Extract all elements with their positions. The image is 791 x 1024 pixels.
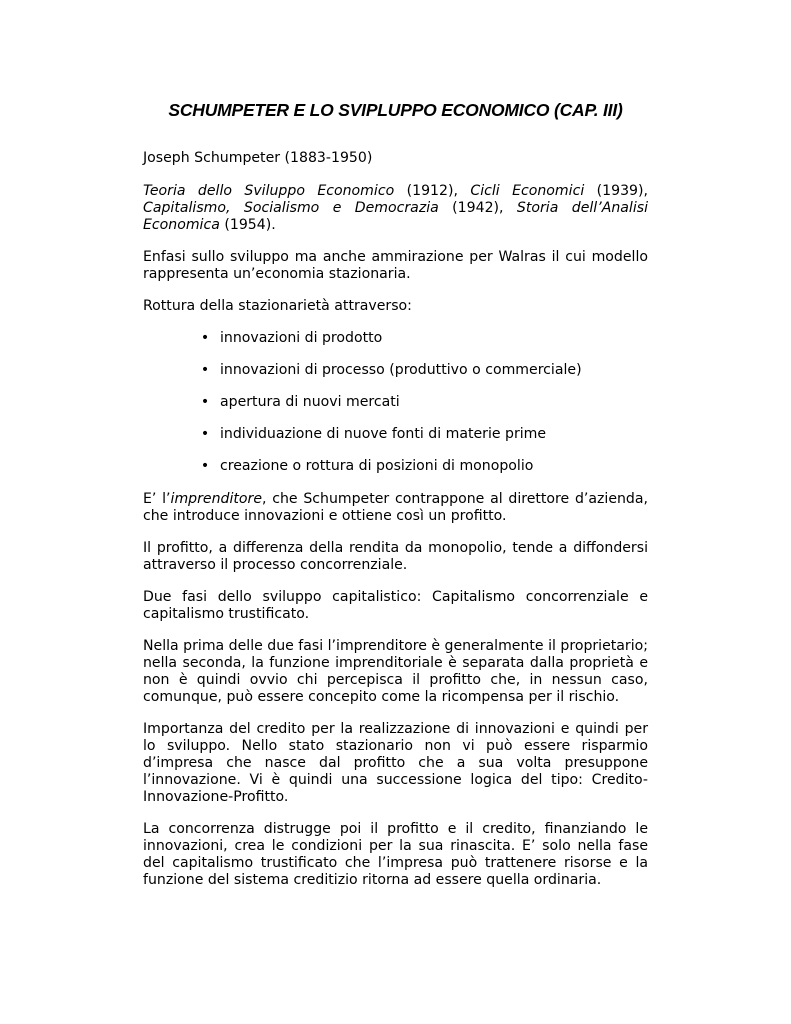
list-item: [143, 362, 648, 379]
bullet-icon: •: [200, 330, 210, 346]
list-item-text: creazione o rottura di posizioni di monopolio: [220, 458, 534, 474]
work-year: (1912),: [394, 183, 471, 199]
work-title: Capitalismo, Socialismo e Democrazia: [143, 200, 439, 216]
concorrenza-paragraph: La concorrenza distrugge poi il profitto e il credito, finanziando le innovazioni, crea le condizioni per la sua rinascita. E’ solo nella fase del capitalismo trustificato che l’impresa può trattenere risorse e la funzione del sistema creditizio ritorna ad essere quella ordinaria.: [143, 821, 648, 888]
list-item-text: innovazioni di processo (produttivo o commerciale): [220, 362, 582, 378]
credito-paragraph: Importanza del credito per la realizzazione di innovazioni e quindi per lo sviluppo. Nello stato stazionario non vi può essere risparmio d’impresa che nasce dal profitto che a sua volta presuppone l’innovazione. Vi è quindi una successione logica del tipo: Credito-Innovazione-Profitto.: [143, 721, 648, 805]
bullet-icon: •: [200, 394, 210, 410]
bullet-icon: •: [200, 362, 210, 378]
list-item: [143, 330, 648, 347]
rottura-paragraph: Rottura della stazionarietà attraverso:: [143, 298, 412, 314]
prima-fase-paragraph: Nella prima delle due fasi l’imprenditore è generalmente il proprietario; nella seconda, la funzione imprenditoriale è separata dalla proprietà e non è quindi ovvio chi percepisca il profitto che, in nessun caso, comunque, può essere concepito come la ricompensa per il rischio.: [143, 638, 649, 705]
document-title: SCHUMPETER E LO SVIPLUPPO ECONOMICO (CAP. III): [168, 100, 623, 120]
list-item: [143, 394, 648, 411]
list-item-text: individuazione di nuove fonti di materie prime: [220, 426, 547, 442]
work-title: Storia dell’Analisi Economica: [143, 200, 648, 233]
walras-paragraph: Enfasi sullo sviluppo ma anche ammirazione per Walras il cui modello rappresenta un’economia stazionaria.: [143, 249, 648, 282]
innovation-list: [143, 330, 648, 475]
document-body: [143, 150, 648, 904]
work-title: Cicli Economici: [470, 183, 585, 199]
list-item: [143, 458, 648, 475]
work-year: (1954).: [219, 217, 276, 233]
author-line: Joseph Schumpeter (1883-1950): [143, 150, 373, 166]
list-item-text: apertura di nuovi mercati: [220, 394, 400, 410]
works-paragraph: [143, 183, 648, 234]
work-year: (1942),: [438, 200, 517, 216]
work-title: Teoria dello Sviluppo Economico: [143, 183, 395, 199]
bullet-icon: •: [200, 426, 210, 442]
work-year: (1939),: [584, 183, 648, 199]
profitto-paragraph: Il profitto, a differenza della rendita da monopolio, tende a diffondersi attraverso il processo concorrenziale.: [143, 540, 648, 573]
imprenditore-before: E’ l’: [143, 491, 171, 507]
list-item: [143, 426, 648, 443]
fasi-paragraph: Due fasi dello sviluppo capitalistico: Capitalismo concorrenziale e capitalismo trustificato.: [143, 589, 648, 622]
list-item-text: innovazioni di prodotto: [220, 330, 383, 346]
imprenditore-after: , che Schumpeter contrappone al direttore d’azienda, che introduce innovazioni e ottiene così un profitto.: [143, 491, 648, 524]
bullet-icon: •: [200, 458, 210, 474]
imprenditore-term: imprenditore: [170, 491, 262, 507]
imprenditore-paragraph: [143, 491, 648, 525]
